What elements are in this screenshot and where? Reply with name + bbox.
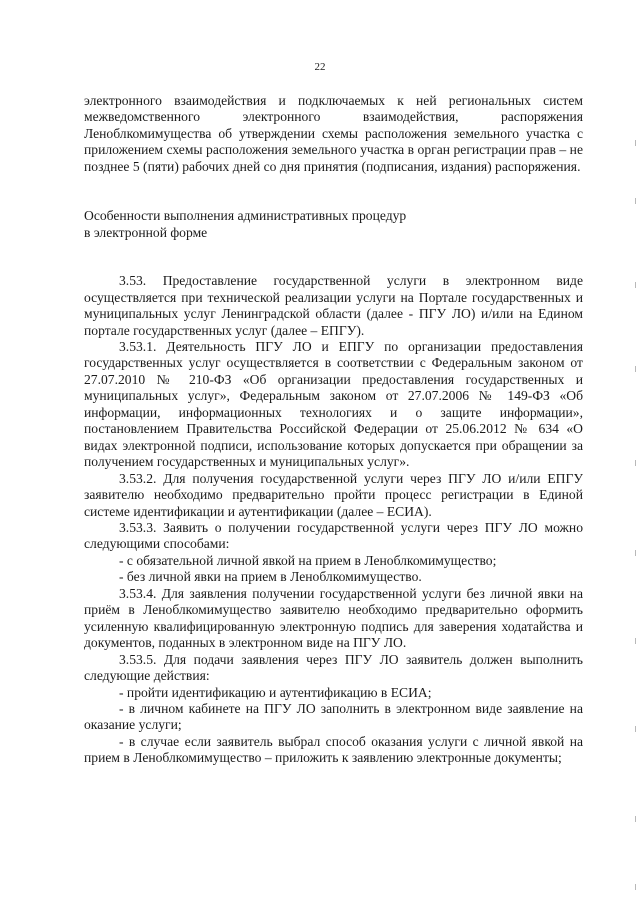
list-item: - без личной явки на прием в Леноблкомимущество.	[119, 569, 422, 585]
scan-mark	[635, 638, 636, 644]
list-item: - с обязательной личной явкой на прием в Леноблкомимущество;	[119, 552, 497, 568]
paragraph-3-53-3: 3.53.3. Заявить о получении государственной услуги через ПГУ ЛО можно следующими способами:	[84, 519, 583, 552]
paragraph-3-53-1: 3.53.1. Деятельность ПГУ ЛО и ЕПГУ по организации предоставления государственных услуг осуществляется в соответствии с Федеральным законом от 27.07.2010 № 210-ФЗ «Об организации предоставления государственных и муниципальных услуг», Федеральным законом от 27.07.2006 № 149-ФЗ «Об информации, информационных технологиях и о защите информации», постановлением Правительства Российской Федерации от 25.06.2012 № 634 «О видах электронной подписи, использование которых допускается при обращении за получением государственных и муниципальных услуг».	[84, 338, 583, 470]
scan-mark	[635, 366, 636, 372]
page-number: 22	[314, 61, 326, 73]
paragraph-3-53: 3.53. Предоставление государственной услуги в электронном виде осуществляется при технической реализации услуги на Портале государственных и муниципальных услуг Ленинградской области (далее - ПГУ ЛО) и/или на Едином портале государственных услуг (далее – ЕПГУ).	[84, 273, 583, 338]
spacer	[84, 241, 583, 273]
scan-mark	[635, 198, 636, 204]
scan-margin-marks	[635, 140, 637, 900]
section-title-line1: Особенности выполнения административных процедур	[84, 208, 407, 224]
intro-paragraph: электронного взаимодействия и подключаемых к ней региональных систем межведомственного электронного взаимодействия, распоряжения Леноблкомимущества об утверждении схемы расположения земельного участка с приложением схемы расположения земельного участка в орган регистрации прав – не позднее 5 (пяти) рабочих дней со дня принятия (подписания, издания) распоряжения.	[84, 93, 583, 174]
scan-mark	[635, 140, 636, 146]
scan-mark	[635, 550, 636, 556]
list-item: - в случае если заявитель выбрал способ оказания услуги с личной явкой на прием в Леноблкомимущество – приложить к заявлению электронные документы;	[84, 733, 583, 766]
scan-mark	[635, 816, 636, 822]
paragraph-3-53-4: 3.53.4. Для заявления получении государственной услуги без личной явки на приём в Леноблкомимущество заявителю необходимо предварительно оформить усиленную квалифицированную электронную подпись для заверения ходатайства и документов, поданных в электронном виде на ПГУ ЛО.	[84, 585, 583, 651]
section-title-line2: в электронной форме	[84, 224, 208, 240]
scan-mark	[635, 460, 636, 466]
section-heading	[84, 208, 583, 241]
document-body	[84, 93, 583, 767]
scan-mark	[635, 726, 636, 732]
paragraph-3-53-5: 3.53.5. Для подачи заявления через ПГУ ЛО заявитель должен выполнить следующие действия:	[84, 651, 583, 684]
spacer	[84, 175, 583, 208]
paragraph-3-53-2: 3.53.2. Для получения государственной услуги через ПГУ ЛО и/или ЕПГУ заявителю необходимо предварительно пройти процесс регистрации в Единой системе идентификации и аутентификации (далее – ЕСИА).	[84, 470, 583, 519]
scan-mark	[635, 282, 636, 288]
list-item: - в личном кабинете на ПГУ ЛО заполнить в электронном виде заявление на оказание услуги;	[84, 700, 583, 733]
scan-mark	[635, 884, 636, 890]
list-item: - пройти идентификацию и аутентификацию в ЕСИА;	[119, 684, 432, 700]
